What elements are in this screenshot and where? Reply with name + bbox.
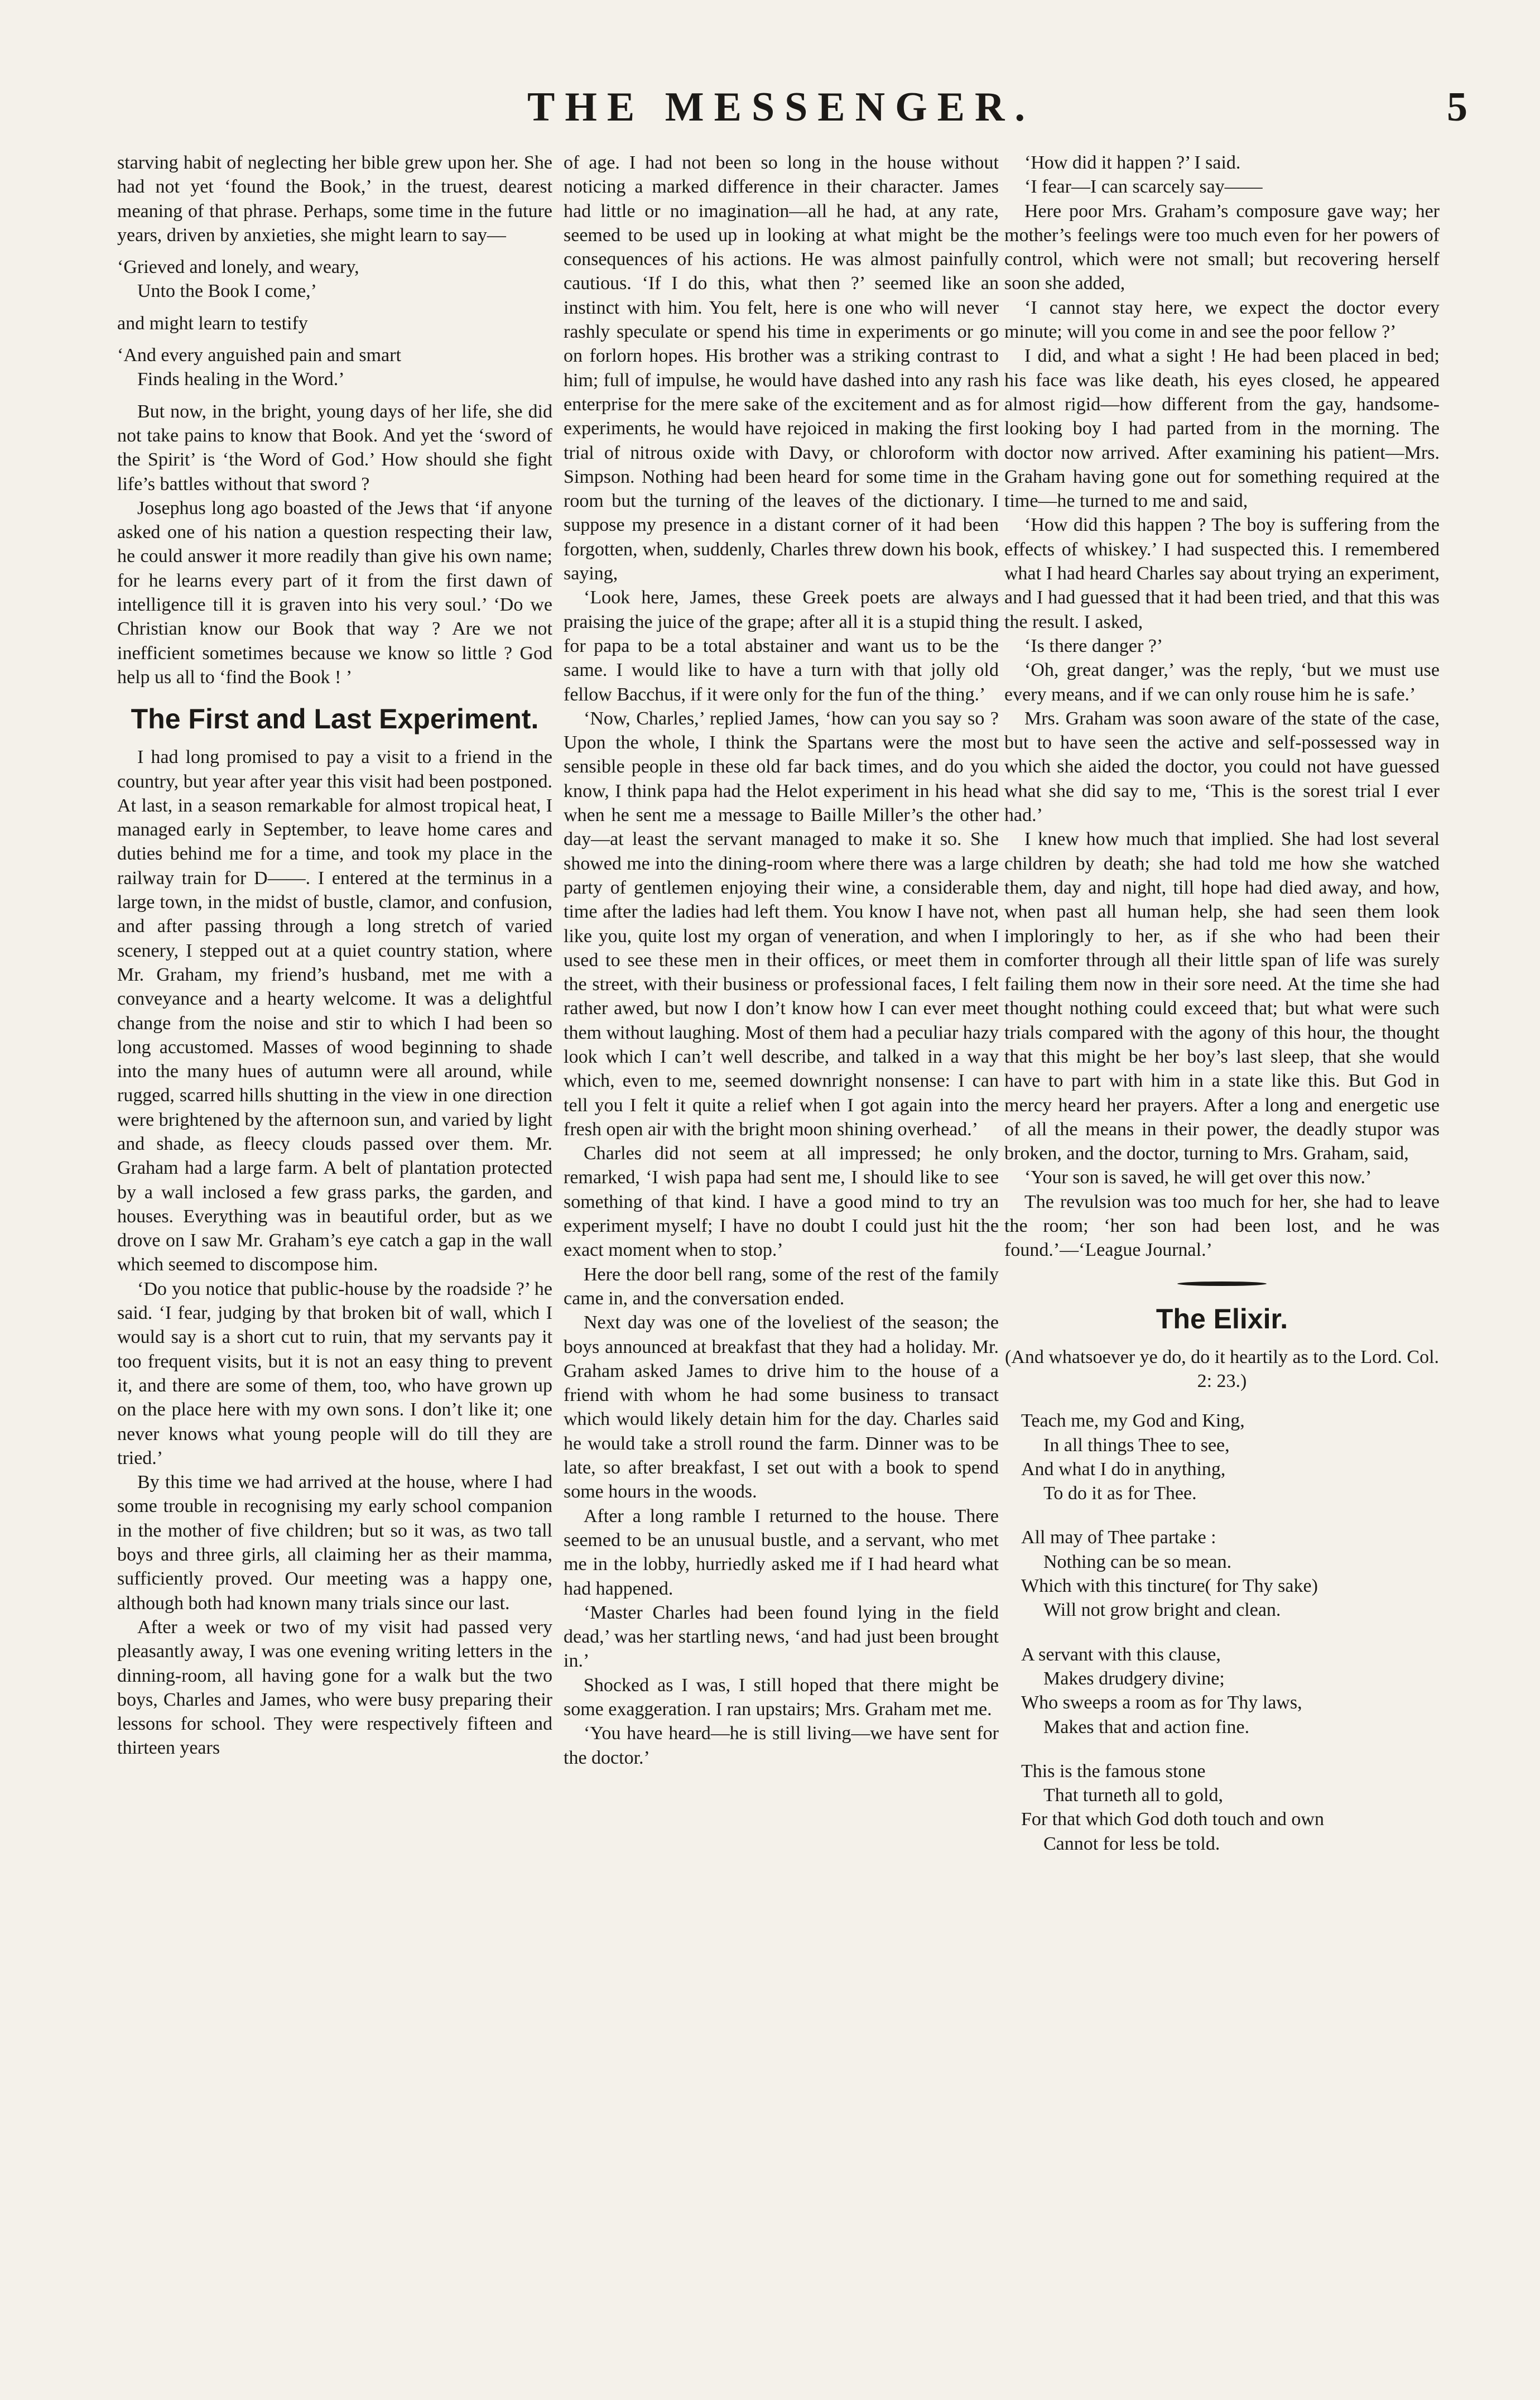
paragraph: But now, in the bright, young days of her life, she did not take pains to know that Book. And yet the ‘sword of the Spirit’ is ‘the Word of God.’ How should she fight life’s battles without that sword ?	[117, 401, 552, 495]
paragraph: Next day was one of the loveliest of the season; the boys announced at breakfast that they had a holiday. Mr. Graham asked James to drive him to the house of a friend with whom he had some business to transact which would likely detain him for the day. Charles said he would take a stroll round the farm. Dinner was to be late, so after breakfast, I set out with a book to spend some hours in the woods.	[564, 1312, 999, 1503]
poem-stanza	[1021, 1525, 1440, 1622]
poem-stanza	[1021, 1409, 1440, 1505]
paragraph: ‘Now, Charles,’ replied James, ‘how can you say so ? Upon the whole, I think the Spartans were the most sensible people in these old far back times, and do you know, I think papa had the Helot experiment in his head when he sent me a message to Baille Miller’s the other day—at least the servant managed to make it so. She showed me into the dining-room where there was a large party of gentlemen enjoying their wine, a considerable time after the ladies had left them. You know I have not, like you, quite lost my organ of veneration, and when I used to see these men in their offices, or meet them in the street, with their business or professional faces, I felt rather awed, but now I don’t know how I can ever meet them without laughing. Most of them had a peculiar hazy look which I can’t well describe, and talked in a way which, even to me, seemed downright nonsense: I can tell you I felt it quite a relief when I got again into the fresh open air with the bright moon shining overhead.’	[564, 708, 999, 1140]
paragraph: ‘How did it happen ?’ I said.	[1024, 152, 1241, 173]
paragraph: Charles did not seem at all impressed; he only remarked, ‘I wish papa had sent me, I should like to see something of that kind. I have a good mind to try an experiment myself; I have no doubt I could just hit the exact moment when to stop.’	[564, 1143, 999, 1261]
paragraph: ‘I cannot stay here, we expect the doctor every minute; will you come in and see the poor fellow ?’	[1004, 297, 1440, 343]
paragraph: ‘Do you notice that public-house by the roadside ?’ he said. ‘I fear, judging by that broken bit of wall, which I would say is a short cut to ruin, that my servants pay it too frequent visits, but it is not an easy thing to prevent it, and there are some of them, too, who have grown up on the place here with my own sons. I don’t like it; one never knows what young people will do till they are tried.’	[117, 1278, 552, 1468]
poem-line: Cannot for less be told.	[1043, 1833, 1220, 1854]
verse-quote	[117, 343, 552, 392]
poem-line: All may of Thee partake :	[1021, 1527, 1216, 1548]
column-2	[564, 151, 999, 1770]
poem-line: Which with this tincture( for Thy sake)	[1021, 1576, 1318, 1597]
paragraph: and might learn to testify	[117, 313, 308, 334]
poem-stanza	[1021, 1759, 1440, 1856]
paragraph: Shocked as I was, I still hoped that there might be some exaggeration. I ran upstairs; Mrs. Graham met me.	[564, 1674, 999, 1720]
paragraph: starving habit of neglecting her bible grew upon her. She had not yet ‘found the Book,’ in the truest, dearest meaning of that phrase. Perhaps, some time in the future years, driven by anxieties, she might learn to say—	[117, 152, 552, 246]
section-divider	[1177, 1281, 1267, 1286]
verse-line: Finds healing in the Word.’	[137, 369, 345, 390]
newspaper-title: THE MESSENGER.	[527, 84, 1035, 130]
poem-line: For that which God doth touch and own	[1021, 1809, 1324, 1830]
poem-line: Makes that and action fine.	[1043, 1716, 1250, 1737]
verse-line: Unto the Book I come,’	[137, 281, 317, 302]
article-title: The First and Last Experiment.	[131, 703, 539, 735]
poem-line: Nothing can be so mean.	[1043, 1551, 1232, 1572]
paragraph: The revulsion was too much for her, she had to leave the room; ‘her son had been lost, and he was found.’—‘League Journal.’	[1004, 1191, 1440, 1261]
poem-line: Who sweeps a room as for Thy laws,	[1021, 1692, 1302, 1713]
poem-line: To do it as for Thee.	[1043, 1483, 1197, 1504]
paragraph: After a week or two of my visit had passed very pleasantly away, I was one evening writing letters in the dinning-room, all having gone for a walk but the two boys, Charles and James, who were busy preparing their lessons for school. They were respectively fifteen and thirteen years	[117, 1616, 552, 1759]
masthead	[95, 84, 1467, 140]
paragraph: By this time we had arrived at the house, where I had some trouble in recognising my early school companion in the mother of five children; but so it was, as two tall boys and three girls, all claiming her as their mamma, sufficiently proved. Our meeting was a happy one, although both had known many trials since our last.	[117, 1472, 552, 1614]
poem-line: A servant with this clause,	[1021, 1644, 1221, 1665]
poem-line: In all things Thee to see,	[1043, 1434, 1230, 1456]
poem-subtitle: (And whatsoever ye do, do it heartily as to the Lord. Col. 2: 23.)	[1004, 1346, 1440, 1391]
paragraph: Here poor Mrs. Graham’s composure gave way; her mother’s feelings were too much even for her powers of control, which were not small; but recovering herself soon she added,	[1004, 200, 1440, 294]
paragraph: Here the door bell rang, some of the rest of the family came in, and the conversation ended.	[564, 1264, 999, 1309]
paragraph: ‘Is there danger ?’	[1024, 635, 1163, 656]
verse-quote	[117, 255, 552, 304]
poem-line: Will not grow bright and clean.	[1043, 1600, 1281, 1621]
paragraph: ‘Look here, James, these Greek poets are always praising the juice of the grape; after all it is a stupid thing for papa to be a total abstainer and want us to be the same. I would like to have a turn with that jolly old fellow Bacchus, if it were only for the fun of the thing.’	[564, 587, 999, 705]
poem-stanza	[1021, 1643, 1440, 1739]
paragraph: ‘Oh, great danger,’ was the reply, ‘but we must use every means, and if we can only rouse him he is safe.’	[1004, 660, 1440, 705]
paragraph: Josephus long ago boasted of the Jews that ‘if anyone asked one of his nation a question respecting their law, he could answer it more readily than give his own name; for he learns every part of it from the first dawn of intelligence till it is graven into his very soul.’ ‘Do we Christian know our Book that way ? Are we not inefficient sometimes because we know so little ? God help us all to ‘find the Book ! ’	[117, 497, 552, 688]
paragraph: After a long ramble I returned to the house. There seemed to be an unusual bustle, and a servant, who met me in the lobby, hurriedly asked me if I had heard what had happened.	[564, 1505, 999, 1599]
paragraph: Mrs. Graham was soon aware of the state of the case, but to have seen the active and self-possessed way in which she aided the doctor, you could not have guessed what she did say to me, ‘This is the sorest trial I ever had.’	[1004, 708, 1440, 826]
verse-line: ‘And every anguished pain and smart	[117, 345, 401, 366]
paragraph: I knew how much that implied. She had lost several children by death; she had told me how she watched them, day and night, till hope had died away, and how, when past all human help, she had seen them look imploringly to her, as if she who had been their comforter through all their little span of life was surely failing them now in their sore need. At the time she had thought nothing could exceed that; but what were such trials compared with the agony of this hour, the thought that this might be her boy’s last sleep, that she would have to part with him in a state like this. But God in mercy heard her prayers. After a long and energetic use of all the means in their power, the deadly stupor was broken, and the doctor, turning to Mrs. Graham, said,	[1004, 829, 1440, 1164]
paragraph: of age. I had not been so long in the house without noticing a marked difference in their character. James had little or no imagination—all he had, at any rate, seemed to be used up in looking at what might be the consequences of his actions. He was almost painfully cautious. ‘If I do this, what then ?’ seemed like an instinct with him. You felt, here is one who will never rashly speculate or spend his time in experiments or go on forlorn hopes. His brother was a striking contrast to him; full of impulse, he would have dashed into any rash enterprise for the mere sake of the excitement and as for experiments, he would have rejoiced in making the first trial of nitrous oxide with Davy, or chloroform with Simpson. Nothing had been heard for some time in the room but the turning of the leaves of the dictionary. I suppose my presence in a distant corner of it had been forgotten, when, suddenly, Charles threw down his book, saying,	[564, 152, 999, 584]
paragraph: ‘Your son is saved, he will get over this now.’	[1024, 1167, 1372, 1188]
poem-line: And what I do in anything,	[1021, 1458, 1226, 1480]
column-1	[117, 151, 552, 1760]
page-number: 5	[1447, 84, 1467, 130]
poem-line: This is the famous stone	[1021, 1760, 1206, 1782]
paragraph: ‘How did this happen ? The boy is suffering from the effects of whiskey.’ I had suspected this. I remembered what I had heard Charles say about trying an experiment, and I had guessed that it had been tried, and that this was the result. I asked,	[1004, 515, 1440, 632]
paragraph: I did, and what a sight ! He had been placed in bed; his face was like death, his eyes closed, he appeared almost rigid—how different from the gay, handsome-looking boy I had parted from in the morning. The doctor now arrived. After examining his patient—Mrs. Graham having gone out for something required at the time—he turned to me and said,	[1004, 345, 1440, 512]
paragraph: ‘I fear—I can scarcely say——	[1024, 176, 1263, 198]
paragraph: ‘Master Charles had been found lying in the field dead,’ was her startling news, ‘and had just been brought in.’	[564, 1602, 999, 1672]
column-3	[1004, 151, 1440, 1876]
poem-line: Makes drudgery divine;	[1043, 1668, 1225, 1689]
poem-title: The Elixir.	[1156, 1303, 1288, 1335]
paragraph: ‘You have heard—he is still living—we have sent for the doctor.’	[564, 1723, 999, 1768]
verse-line: ‘Grieved and lonely, and weary,	[117, 257, 359, 278]
poem-line: Teach me, my God and King,	[1021, 1410, 1245, 1432]
poem-line: That turneth all to gold,	[1043, 1785, 1223, 1806]
paragraph: I had long promised to pay a visit to a friend in the country, but year after year this visit had been postponed. At last, in a season remarkable for almost tropical heat, I managed early in September, to leave home cares and duties behind me for a time, and took my place in the railway train for D——. I entered at the terminus in a large town, in the midst of bustle, clamor, and confusion, and after passing through a long stretch of varied scenery, I stepped out at a quiet country station, where Mr. Graham, my friend’s husband, met me with a conveyance and a hearty welcome. It was a delightful change from the noise and stir to which I had been so long accustomed. Masses of wood beginning to shade into the many hues of autumn were all around, while rugged, scarred hills shutting in the view in one direction were brightened by the afternoon sun, and varied by light and shade, as fleecy clouds passed over them. Mr. Graham had a large farm. A belt of plantation protected by a wall inclosed a few grass parks, the garden, and houses. Everything was in beautiful order, but as we drove on I saw Mr. Graham’s eye catch a gap in the wall which seemed to discompose him.	[117, 747, 552, 1275]
